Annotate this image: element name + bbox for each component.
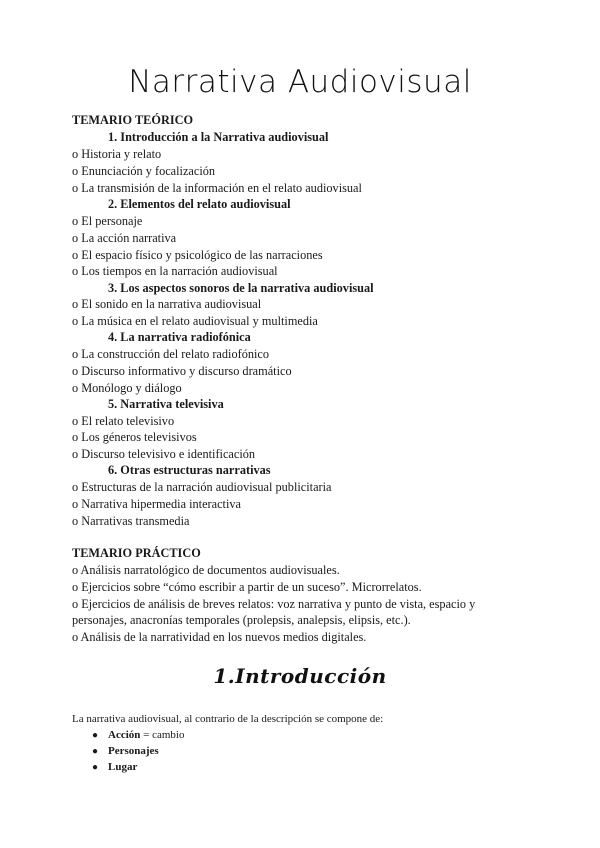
list-item: o Análisis narratológico de documentos audiovisuales.	[72, 563, 340, 577]
teorico-heading: TEMARIO TEÓRICO	[72, 113, 194, 127]
list-item: o Narrativa hipermedia interactiva	[72, 497, 241, 511]
intro-paragraph: La narrativa audiovisual, al contrario de la descripción se compone de:	[72, 713, 384, 725]
list-item: o El espacio físico y psicológico de las narraciones	[72, 248, 323, 262]
list-item: o Los tiempos en la narración audiovisual	[72, 264, 278, 278]
list-item: o La música en el relato audiovisual y multimedia	[72, 314, 318, 328]
bullet-rest: = cambio	[140, 729, 185, 741]
list-item: o Discurso televisivo e identificación	[72, 447, 256, 461]
bullet-item	[92, 729, 184, 741]
list-item: o Análisis de la narratividad en los nuevos medios digitales.	[72, 630, 367, 644]
list-item: o La transmisión de la información en el relato audiovisual	[72, 181, 362, 195]
section-title: 2. Elementos del relato audiovisual	[108, 197, 291, 211]
list-item: o Discurso informativo y discurso dramático	[72, 364, 292, 378]
list-item: o Ejercicios sobre “cómo escribir a partir de un suceso”. Microrrelatos.	[72, 580, 422, 594]
list-item: o Los géneros televisivos	[72, 430, 197, 444]
bullet-term: Lugar	[108, 761, 138, 773]
list-item: o La construcción del relato radiofónico	[72, 347, 270, 361]
list-item: o Ejercicios de análisis de breves relatos: voz narrativa y punto de vista, espacio y personajes, anacronías temporales (prolepsis, analepsis, elipsis, etc.).	[72, 597, 476, 627]
bullet-term: Personajes	[108, 745, 159, 757]
document-title: Narrativa Audiovisual	[128, 64, 472, 100]
list-item: o Narrativas transmedia	[72, 514, 190, 528]
practico-heading: TEMARIO PRÁCTICO	[72, 546, 201, 560]
bullet-item	[92, 745, 159, 757]
list-item: o El personaje	[72, 214, 143, 228]
bullet-item	[92, 761, 137, 773]
bullet-icon: ●	[92, 730, 99, 741]
section-title: 4. La narrativa radiofónica	[108, 330, 251, 344]
section-title: 1. Introducción a la Narrativa audiovisual	[108, 130, 329, 144]
bullet-term: Acción	[108, 729, 141, 741]
section-title: 3. Los aspectos sonoros de la narrativa audiovisual	[108, 281, 374, 295]
section-title: 5. Narrativa televisiva	[108, 397, 224, 411]
list-item: o La acción narrativa	[72, 231, 177, 245]
bullet-icon: ●	[92, 762, 99, 773]
section-title: 6. Otras estructuras narrativas	[108, 463, 271, 477]
list-item: o Monólogo y diálogo	[72, 381, 182, 395]
list-item: o Estructuras de la narración audiovisual publicitaria	[72, 480, 332, 494]
section-heading-introduccion: 1.Introducción	[213, 664, 387, 688]
bullet-icon: ●	[92, 746, 99, 757]
list-item: o Enunciación y focalización	[72, 164, 216, 178]
list-item: o El sonido en la narrativa audiovisual	[72, 297, 262, 311]
list-item: o Historia y relato	[72, 147, 162, 161]
list-item: o El relato televisivo	[72, 414, 175, 428]
